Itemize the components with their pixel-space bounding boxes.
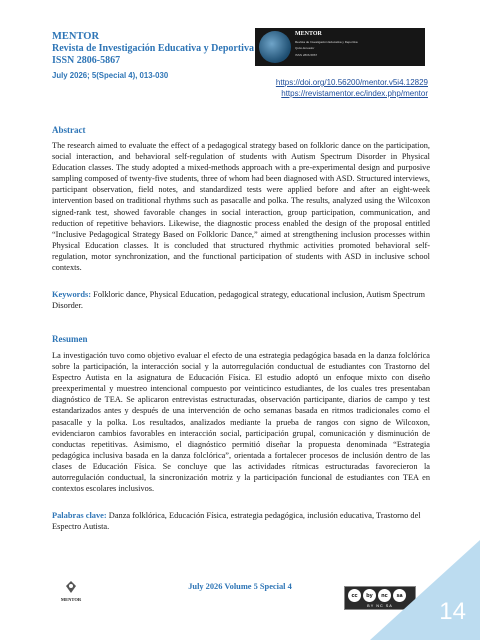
cover-line2: Quito-Ecuador [295,46,315,50]
journal-site-link[interactable]: https://revistamentor.ec/index.php/mentor [281,89,428,98]
journal-cover-thumbnail [255,28,425,66]
palabras-clave-line [52,510,430,532]
doi-link[interactable]: https://doi.org/10.56200/mentor.v5i4.12829 [275,78,428,87]
sa-icon: sa [393,589,406,602]
resumen-heading: Resumen [52,334,88,344]
footer-logo-text: MENTOR [60,597,82,602]
journal-subtitle: Revista de Investigación Educativa y Deportiva [52,43,254,54]
keywords-line [52,289,430,311]
page-number: 14 [439,598,466,625]
resumen-text: La investigación tuvo como objetivo evaluar el efecto de una estrategia pedagógica basada en la danza folclórica sobre la participación, la interacción social y la autorregulación conductual de estudiantes con Trastorno del Espectro Autista en la asignatura de Educación Física. El estudio adoptó un enfoque mixto con diseño preexperimental y muestreo intencional compuesto por veinticinco estudiantes, de los cuales tres presentaban diagnóstico de TEA. Se aplicaron entrevistas estructuradas, observación participante, diarios de campo y test estandarizados antes y después de una intervención de ocho semanas basada en ritmos tradicionales como el pasacalle y la polka. Los resultados, analizados mediante la prueba de rangos con signo de Wilcoxon, evidenciaron cambios favorables en interacción social, participación grupal, comunicación y disminución de conductas repetitivas. Asimismo, el diagnóstico permitió diseñar la propuesta denominada “Estrategia pedagógica inclusiva basada en la danza folclórica”, orientada a fortalecer procesos de inclusión dentro de las clases de Educación Física. Se concluye que las actividades rítmicas estructuradas favorecieron la autorregulación conductual, la sincronización motriz y la participación funcional de estudiantes con TEA en contextos escolares inclusivos. [52,351,430,494]
globe-icon [259,31,291,63]
palabras-clave-text: Danza folklórica, Educación Física, estrategia pedagógica, inclusión educativa, Trastorno del Espectro Autista. [52,511,421,531]
abstract-text: The research aimed to evaluate the effect of a pedagogical strategy based on folkloric dance on the participation, social interaction, and behavioral self-regulation of students with Autism Spectrum Disorder in Physical Education classes. The study adopted a mixed-methods approach with a pre-experimental design and purposive sampling composed of twenty-five students, three of whom had been diagnosed with ASD. Structured interviews, participant observation, field notes, and standardized tests were applied before and after an eight-week intervention based on traditional rhythms such as pasacalle and polka. The results, analyzed using the Wilcoxon signed-rank test, showed favorable changes in social interaction, group participation, communication, and reduction of repetitive behaviors. Likewise, the diagnostic process enabled the design of the proposal entitled “Inclusive Pedagogical Strategy Based on Folkloric Dance,” aimed at strengthening inclusion processes within Physical Education classes. It is concluded that structured rhythmic activities promoted behavioral self-regulation, motor synchronization, and the functional participation of students with ASD in inclusive school contexts. [52,141,430,273]
nc-icon: nc [378,589,391,602]
issue-line: July 2026; 5(Special 4), 013-030 [52,71,169,80]
cover-title: MENTOR [295,31,322,37]
palabras-clave-label: Palabras clave: [52,511,107,520]
journal-issn: ISSN 2806-5867 [52,55,121,66]
cover-line3: ISSN 2806-5867 [295,53,318,57]
keywords-text: Folkloric dance, Physical Education, pedagogical strategy, educational inclusion, Autism Spectrum Disorder. [52,290,425,310]
journal-name: MENTOR [52,31,100,42]
keywords-label: Keywords: [52,290,92,299]
footer-issue-text: July 2026 Volume 5 Special 4 [188,582,292,591]
cc-icon: cc [348,589,361,602]
by-icon: by [363,589,376,602]
cover-line1: Revista de Investigación Educativa y Deportiva [295,40,358,44]
abstract-heading: Abstract [52,125,86,135]
license-text: BY NC SA [367,604,393,608]
